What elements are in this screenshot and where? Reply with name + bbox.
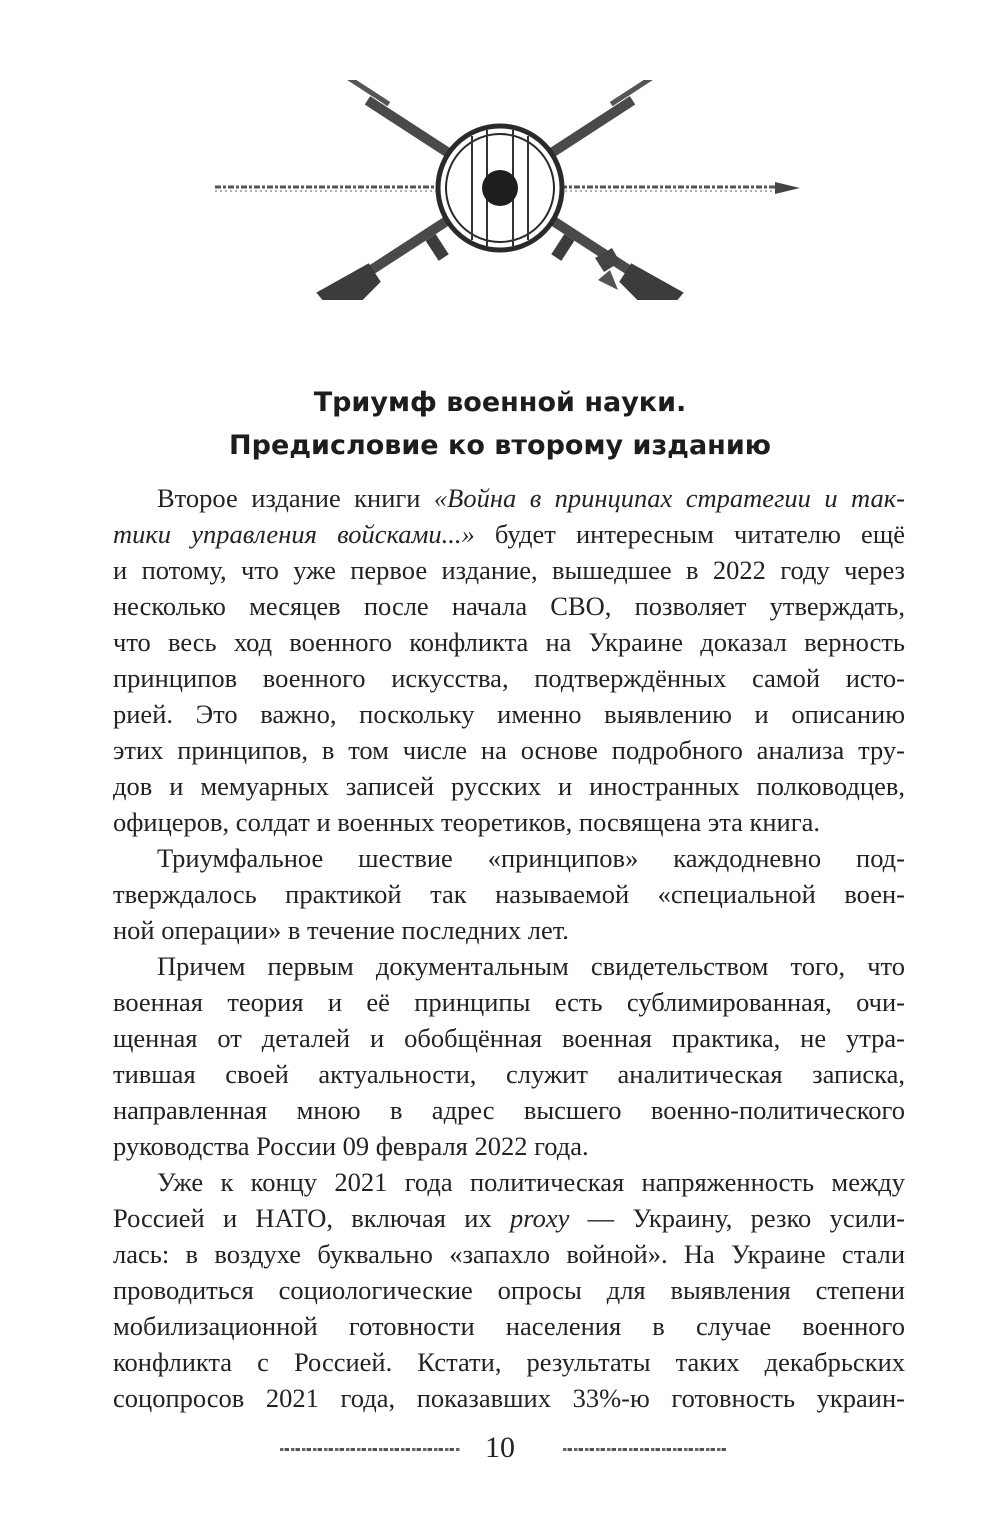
- text-line: этих принципов, в том числе на основе подробного анализа тру-: [113, 735, 905, 765]
- chapter-title-line-1: Триумф военной науки.: [313, 387, 687, 418]
- text-line: ной операции» в течение последних лет.: [113, 915, 569, 945]
- text-line: офицеров, солдат и военных теоретиков, посвящена эта книга.: [113, 807, 820, 837]
- page-number: 10: [485, 1431, 515, 1464]
- text-line: лась: в воздухе буквально «запахло войной». На Украине стали: [113, 1239, 905, 1269]
- text-line: что весь ход военного конфликта на Украине доказал верность: [113, 627, 905, 657]
- chapter-title-line-2: Предисловие ко второму изданию: [229, 430, 771, 461]
- text-line: и потому, что уже первое издание, вышедшее в 2022 году через: [113, 555, 905, 585]
- text-line: тверждалось практикой так называемой «специальной воен-: [113, 879, 905, 909]
- text-line: соцопросов 2021 года, показавших 33%-ю готовность украин-: [113, 1383, 905, 1413]
- shield-icon: [438, 126, 562, 250]
- text-line: конфликта с Россией. Кстати, результаты таких декабрьских: [113, 1347, 905, 1377]
- text-line: направленная мною в адрес высшего военно-политического: [113, 1095, 905, 1125]
- text-line: проводиться социологические опросы для выявления степени: [113, 1275, 905, 1305]
- footer-rule-right: [563, 1448, 728, 1451]
- text-line: военная теория и её принципы есть сублимированная, очи-: [113, 987, 905, 1017]
- text-line: дов и мемуарных записей русских и иностранных полководцев,: [113, 771, 905, 801]
- text-line: Уже к концу 2021 года политическая напряженность между: [157, 1167, 905, 1197]
- text-line: несколько месяцев после начала СВО, позволяет утверждать,: [113, 591, 905, 621]
- text-line: тики управления войсками...» будет интересным читателю ещё: [113, 519, 905, 549]
- text-line: Россией и НАТО, включая их proxy — Украину, резко усили-: [113, 1203, 905, 1233]
- left-spear-icon: [215, 187, 465, 191]
- text-line: руководства России 09 февраля 2022 года.: [113, 1131, 589, 1161]
- text-line: рией. Это важно, поскольку именно выявлению и описанию: [113, 699, 905, 729]
- text-line: Причем первым документальным свидетельством того, что: [157, 951, 905, 981]
- text-line: Второе издание книги «Война в принципах стратегии и так-: [157, 483, 905, 513]
- emblem-ornament: [200, 80, 800, 300]
- text-line: щенная от деталей и обобщённая военная практика, не утра-: [113, 1023, 905, 1053]
- footer-rule-left: [280, 1448, 460, 1451]
- text-line: тившая своей актуальности, служит аналитическая записка,: [113, 1059, 905, 1089]
- right-spear-icon: [535, 182, 800, 194]
- text-line: принципов военного искусства, подтверждённых самой исто-: [113, 663, 905, 693]
- text-line: Триумфальное шествие «принципов» каждодневно под-: [157, 843, 905, 873]
- text-line: мобилизационной готовности населения в случае военного: [113, 1311, 905, 1341]
